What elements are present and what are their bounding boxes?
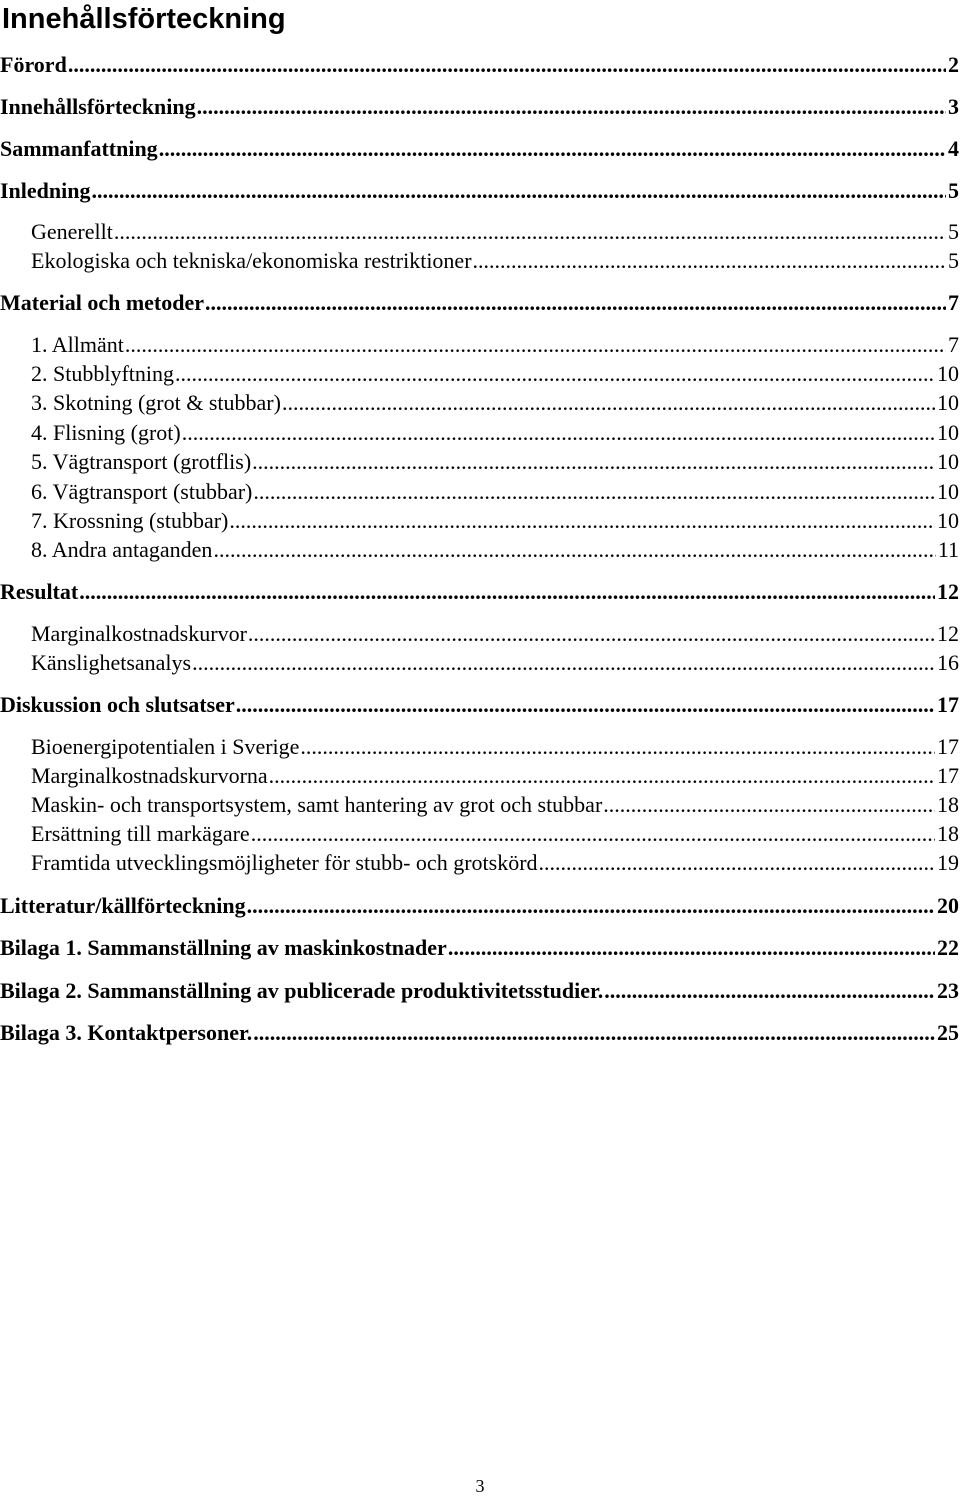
- toc-dot-leader: [68, 50, 946, 80]
- toc-entry[interactable]: [0, 690, 960, 720]
- toc-entry-page: 10: [937, 361, 959, 386]
- toc-dot-leader: [603, 790, 935, 820]
- toc-entry[interactable]: [31, 790, 960, 820]
- toc-entry-page: 23: [937, 978, 959, 1003]
- toc-dot-leader: [604, 976, 935, 1006]
- toc-dot-leader: [251, 819, 935, 849]
- toc-entry-label: Bilaga 2. Sammanställning av publicerade produktivitetsstudier.: [0, 978, 604, 1003]
- toc-entry-page: 7: [948, 332, 959, 357]
- toc-entry-label: 6. Vägtransport (stubbar): [31, 479, 253, 504]
- toc-dot-leader: [159, 134, 946, 164]
- toc-entry-page: 5: [948, 178, 959, 203]
- toc-entry[interactable]: [31, 535, 960, 565]
- toc-entry-label: Marginalkostnadskurvor: [31, 621, 247, 646]
- toc-dot-leader: [248, 619, 935, 649]
- toc-entry-label: Marginalkostnadskurvorna: [31, 763, 268, 788]
- toc-dot-leader: [125, 330, 946, 360]
- toc-entry-label: Bilaga 3. Kontaktpersoner.: [0, 1020, 253, 1045]
- toc-entry[interactable]: [31, 418, 960, 448]
- toc-entry[interactable]: [31, 819, 960, 849]
- toc-dot-leader: [182, 418, 935, 448]
- toc-dot-leader: [236, 690, 935, 720]
- toc-entry-page: 10: [937, 479, 959, 504]
- toc-title: Innehållsförteckning: [2, 3, 286, 35]
- toc-dot-leader: [252, 447, 935, 477]
- toc-entry-page: 25: [937, 1020, 959, 1045]
- toc-dot-leader: [213, 535, 935, 565]
- toc-dot-leader: [79, 577, 935, 607]
- toc-dot-leader: [247, 891, 935, 921]
- toc-entry-label: 3. Skotning (grot & stubbar): [31, 390, 281, 415]
- toc-entry-page: 22: [937, 935, 959, 960]
- toc-entry[interactable]: [31, 732, 960, 762]
- toc-entry-label: 7. Krossning (stubbar): [31, 508, 229, 533]
- toc-entry-label: Litteratur/källförteckning: [0, 893, 246, 918]
- toc-entry-page: 19: [937, 850, 959, 875]
- toc-entry[interactable]: [0, 1018, 960, 1048]
- toc-entry-label: Ekologiska och tekniska/ekonomiska restriktioner: [31, 248, 472, 273]
- toc-dot-leader: [473, 246, 946, 276]
- toc-entry-label: 5. Vägtransport (grotflis): [31, 449, 252, 474]
- toc-entry-page: 10: [937, 420, 959, 445]
- toc-dot-leader: [539, 848, 935, 878]
- toc-entry-page: 10: [937, 508, 959, 533]
- toc-entry-label: Förord: [0, 52, 67, 77]
- toc-entry[interactable]: [31, 447, 960, 477]
- toc-entry-label: Bilaga 1. Sammanställning av maskinkostnader: [0, 935, 447, 960]
- toc-entry-label: 8. Andra antaganden: [31, 537, 213, 562]
- toc-entry-page: 4: [948, 136, 959, 161]
- toc-dot-leader: [448, 933, 935, 963]
- toc-dot-leader: [300, 732, 935, 762]
- toc-entry-page: 3: [948, 94, 959, 119]
- toc-entry[interactable]: [0, 933, 960, 963]
- toc-entry-label: Maskin- och transportsystem, samt hantering av grot och stubbar: [31, 792, 603, 817]
- toc-entry[interactable]: [31, 330, 960, 360]
- toc-entry-label: Innehållsförteckning: [0, 94, 196, 119]
- toc-entry[interactable]: [31, 217, 960, 247]
- toc-entry[interactable]: [0, 50, 960, 80]
- toc-entry-label: 2. Stubblyftning: [31, 361, 175, 386]
- toc-entry[interactable]: [31, 359, 960, 389]
- toc-dot-leader: [282, 388, 935, 418]
- toc-entry-page: 2: [948, 52, 959, 77]
- toc-entry[interactable]: [0, 288, 960, 318]
- toc-entry[interactable]: [0, 891, 960, 921]
- toc-entry-label: Material och metoder: [0, 290, 205, 315]
- toc-entry-page: 5: [948, 219, 959, 244]
- toc-entry-page: 20: [937, 893, 959, 918]
- toc-entry-label: Diskussion och slutsatser: [0, 692, 235, 717]
- page-number: 3: [475, 1476, 485, 1496]
- toc-entry-page: 10: [937, 390, 959, 415]
- toc-entry-label: Framtida utvecklingsmöjligheter för stubb- och grotskörd: [31, 850, 538, 875]
- toc-entry-label: 1. Allmänt: [31, 332, 124, 357]
- toc-entry[interactable]: [0, 976, 960, 1006]
- toc-entry-label: 4. Flisning (grot): [31, 420, 181, 445]
- toc-dot-leader: [205, 288, 946, 318]
- toc-dot-leader: [92, 176, 947, 206]
- toc-dot-leader: [253, 477, 935, 507]
- toc-entry[interactable]: [31, 761, 960, 791]
- toc-entry[interactable]: [0, 176, 960, 206]
- toc-dot-leader: [192, 648, 935, 678]
- toc-entry[interactable]: [0, 92, 960, 122]
- toc-entry-label: Ersättning till markägare: [31, 821, 250, 846]
- toc-entry-page: 10: [937, 449, 959, 474]
- toc-entry-page: 18: [937, 821, 959, 846]
- toc-entry[interactable]: [31, 619, 960, 649]
- toc-entry[interactable]: [31, 506, 960, 536]
- toc-entry-page: 18: [937, 792, 959, 817]
- toc-entry[interactable]: [31, 648, 960, 678]
- toc-dot-leader: [197, 92, 946, 122]
- toc-entry[interactable]: [31, 477, 960, 507]
- toc-entry[interactable]: [31, 246, 960, 276]
- toc-entry-label: Resultat: [0, 579, 79, 604]
- toc-entry-page: 17: [937, 734, 959, 759]
- toc-entry-page: 7: [948, 290, 959, 315]
- toc-dot-leader: [229, 506, 935, 536]
- toc-entry-label: Känslighetsanalys: [31, 650, 192, 675]
- toc-entry-label: Generellt: [31, 219, 113, 244]
- toc-entry-page: 5: [948, 248, 959, 273]
- toc-entry-label: Sammanfattning: [0, 136, 158, 161]
- toc-entry-label: Bioenergipotentialen i Sverige: [31, 734, 300, 759]
- toc-entry-page: 11: [937, 537, 959, 562]
- toc-entry[interactable]: [0, 134, 960, 164]
- toc-entry-page: 16: [937, 650, 959, 675]
- toc-entry[interactable]: [31, 388, 960, 418]
- toc-entry-page: 17: [937, 763, 959, 788]
- toc-dot-leader: [175, 359, 935, 389]
- toc-dot-leader: [269, 761, 935, 791]
- toc-entry-page: 17: [937, 692, 959, 717]
- toc-entry-label: Inledning: [0, 178, 91, 203]
- toc-entry[interactable]: [31, 848, 960, 878]
- toc-dot-leader: [114, 217, 946, 247]
- toc-entry-page: 12: [937, 621, 959, 646]
- toc-dot-leader: [253, 1018, 935, 1048]
- toc-entry[interactable]: [0, 577, 960, 607]
- toc-entry-page: 12: [937, 579, 959, 604]
